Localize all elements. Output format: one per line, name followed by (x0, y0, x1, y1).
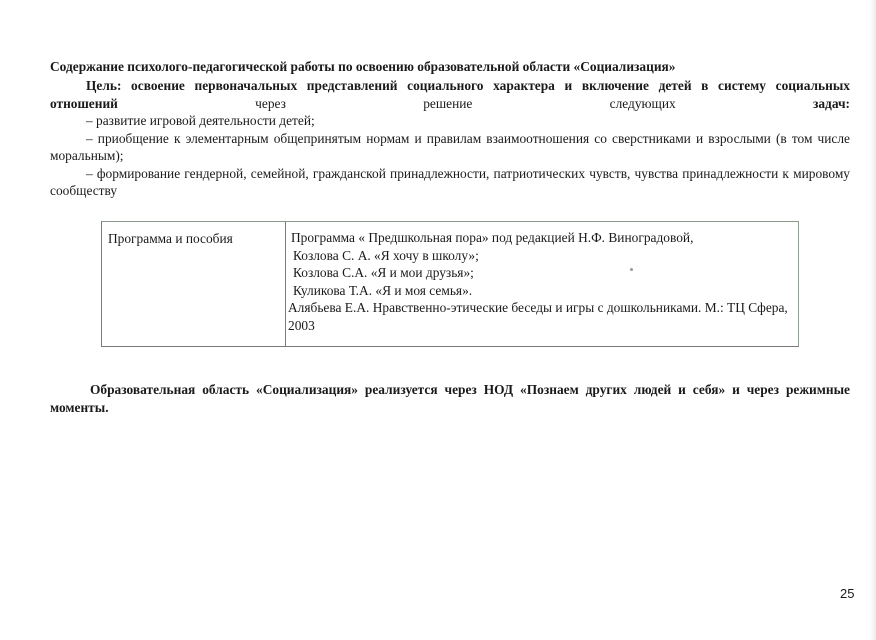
task-item-1: – развитие игровой деятельности детей; (86, 113, 315, 128)
resources-table (101, 221, 799, 347)
resource-item: Козлова С.А. «Я и мои друзья»; (293, 265, 474, 281)
task-item-2: – приобщение к элементарным общепринятым нормам и правилам взаимоотношения со сверстниками и взрослыми (в том числе моральным); (50, 130, 850, 163)
goal-block (50, 77, 850, 200)
tasks-word: задач: (812, 95, 850, 111)
summary-text: Образовательная область «Социализация» реализуется через НОД «Познаем других людей и себя» и через режимные моменты. (50, 382, 850, 415)
page-edge-shadow (870, 0, 876, 640)
scan-speck (630, 268, 633, 271)
resource-item: Алябьева Е.А. Нравственно-этические беседы и игры с дошкольниками. М.: ТЦ Сфера, 2003 (288, 300, 788, 333)
page-number: 25 (840, 586, 855, 601)
resource-item: Куликова Т.А. «Я и моя семья». (293, 282, 473, 298)
resource-item: Программа « Предшкольная пора» под редакцией Н.Ф. Виноградовой, (291, 230, 694, 245)
resources-list (288, 229, 796, 335)
resources-label: Программа и пособия (108, 231, 233, 246)
table-column-divider (285, 222, 286, 346)
task-item-3: – формирование гендерной, семейной, гражданской принадлежности, патриотических чувств, чувства принадлежности к мировому сообществу (50, 165, 850, 198)
goal-paragraph (50, 77, 850, 112)
section-heading: Содержание психолого-педагогической работы по освоению образовательной области «Социализация» (50, 59, 676, 74)
goal-normal-text: через решение следующих (117, 95, 813, 111)
summary-paragraph (50, 381, 850, 417)
goal-bold-text: Цель: освоение первоначальных представлений социального характера и включение детей в систему социальных отношений (50, 78, 850, 111)
resource-item: Козлова С. А. «Я хочу в школу»; (293, 247, 479, 263)
